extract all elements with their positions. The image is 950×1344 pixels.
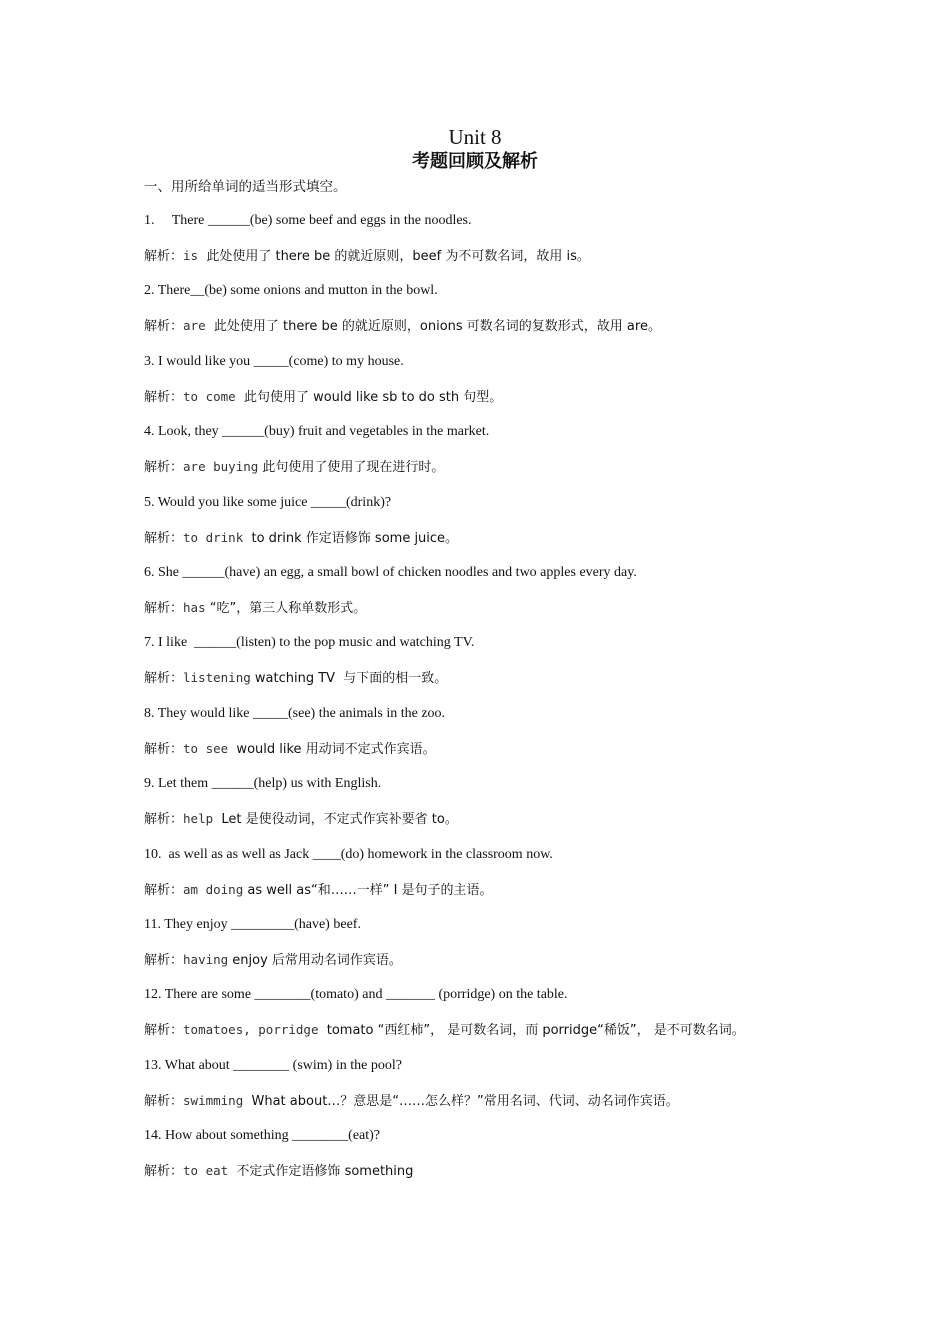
answer-line — [144, 529, 458, 548]
answer-explanation: Let 是使役动词，不定式作宾补要省 to。 — [213, 812, 458, 828]
answer-explanation: 不定式作定语修饰 something — [228, 1164, 414, 1180]
section-heading: 一、用所给单词的适当形式填空。 — [144, 179, 347, 195]
answer-explanation: watching TV 与下面的相一致。 — [250, 671, 448, 687]
question-item — [144, 916, 844, 986]
answer-explanation: to drink 作定语修饰 some juice。 — [243, 530, 459, 546]
answer-key: has — [183, 599, 206, 615]
question-item — [144, 353, 844, 423]
answer-label: 解析： — [144, 952, 184, 968]
answer-key: to come — [183, 388, 236, 404]
question-item — [144, 494, 844, 564]
answer-label: 解析： — [144, 882, 184, 898]
answer-explanation: would like 用动词不定式作宾语。 — [228, 741, 436, 757]
answer-line — [144, 810, 458, 829]
answer-label: 解析： — [144, 530, 184, 546]
question-text: 9. Let them ______(help) us with English. — [144, 776, 382, 792]
answer-line — [144, 881, 493, 900]
answer-label: 解析： — [144, 671, 184, 687]
question-text: 14. How about something ________(eat)? — [144, 1128, 381, 1144]
answer-key: listening — [183, 670, 251, 686]
answer-explanation: 此句使用了 would like sb to do sth 句型。 — [235, 389, 503, 405]
answer-label: 解析： — [144, 600, 184, 616]
answer-label: 解析： — [144, 1093, 184, 1109]
answer-line — [144, 1162, 413, 1181]
answer-line — [144, 317, 661, 336]
answer-line — [144, 1021, 745, 1040]
question-list — [144, 212, 844, 1197]
question-item — [144, 705, 844, 775]
answer-key: swimming — [183, 1092, 244, 1108]
page-title: Unit 8 — [448, 125, 502, 149]
answer-key: help — [183, 811, 214, 827]
question-text: 2. There__(be) some onions and mutton in the bowl. — [144, 283, 438, 299]
question-text: 11. They enjoy _________(have) beef. — [144, 916, 361, 932]
answer-key: am doing — [183, 881, 244, 897]
question-text: 1. There ______(be) some beef and eggs in the noodles. — [144, 213, 472, 228]
question-text: 12. There are some ________(tomato) and _______ (porridge) on the table. — [144, 987, 568, 1003]
question-item — [144, 1127, 844, 1197]
answer-label: 解析： — [144, 319, 184, 335]
question-item — [144, 564, 844, 634]
answer-explanation: 此句使用了使用了现在进行时。 — [258, 460, 445, 476]
answer-explanation: 此处使用了 there be 的就近原则，beef 为不可数名词，故用 is。 — [198, 249, 590, 264]
answer-line — [144, 740, 436, 759]
page-subtitle: 考题回顾及解析 — [412, 151, 538, 172]
answer-label: 解析： — [144, 741, 184, 757]
answer-label: 解析： — [144, 460, 184, 476]
answer-key: are — [183, 318, 206, 334]
answer-label: 解析： — [144, 249, 184, 264]
question-item — [144, 1057, 844, 1127]
question-item — [144, 282, 844, 352]
answer-line — [144, 388, 502, 407]
question-item — [144, 986, 844, 1056]
question-text: 6. She ______(have) an egg, a small bowl of chicken noodles and two apples every day. — [144, 564, 637, 580]
answer-key: tomatoes, porridge — [183, 1022, 319, 1038]
answer-key: to see — [183, 740, 229, 756]
question-item — [144, 423, 844, 493]
answer-explanation: What about…？意思是“……怎么样？”常用名词、代词、动名词作宾语。 — [243, 1093, 679, 1109]
question-text: 13. What about ________ (swim) in the pool? — [144, 1057, 402, 1073]
answer-line — [144, 599, 366, 618]
question-item — [144, 212, 844, 282]
answer-explanation: “吃”，第三人称单数形式。 — [205, 600, 367, 616]
question-text: 3. I would like you _____(come) to my house. — [144, 353, 404, 369]
answer-label: 解析： — [144, 389, 184, 405]
question-text: 10. as well as as well as Jack ____(do) homework in the classroom now. — [144, 846, 553, 862]
answer-key: to drink — [183, 529, 244, 545]
question-text: 8. They would like _____(see) the animals in the zoo. — [144, 705, 446, 721]
answer-explanation: 此处使用了 there be 的就近原则，onions 可数名词的复数形式，故用 are。 — [205, 319, 661, 335]
answer-explanation: as well as“和……一样” I 是句子的主语。 — [243, 882, 493, 898]
answer-label: 解析： — [144, 1023, 184, 1039]
answer-line — [144, 1092, 679, 1111]
answer-explanation: enjoy 后常用动名词作宾语。 — [228, 952, 402, 968]
answer-key: to eat — [183, 1163, 229, 1179]
answer-key: are buying — [183, 459, 259, 475]
answer-line — [144, 458, 444, 477]
question-item — [144, 775, 844, 845]
answer-key: is — [183, 248, 199, 263]
question-text: 5. Would you like some juice _____(drink)? — [144, 494, 392, 510]
question-text: 4. Look, they ______(buy) fruit and vegetables in the market. — [144, 424, 490, 440]
answer-line — [144, 951, 402, 970]
answer-label: 解析： — [144, 1164, 184, 1180]
answer-key: having — [183, 951, 229, 967]
answer-line — [144, 669, 447, 688]
question-item — [144, 634, 844, 704]
answer-explanation: tomato “西红柿”， 是可数名词，而 porridge“稀饭”， 是不可数名词。 — [318, 1023, 745, 1039]
question-text: 7. I like ______(listen) to the pop music and watching TV. — [144, 635, 475, 651]
question-item — [144, 846, 844, 916]
answer-line — [144, 247, 590, 266]
answer-label: 解析： — [144, 812, 184, 828]
